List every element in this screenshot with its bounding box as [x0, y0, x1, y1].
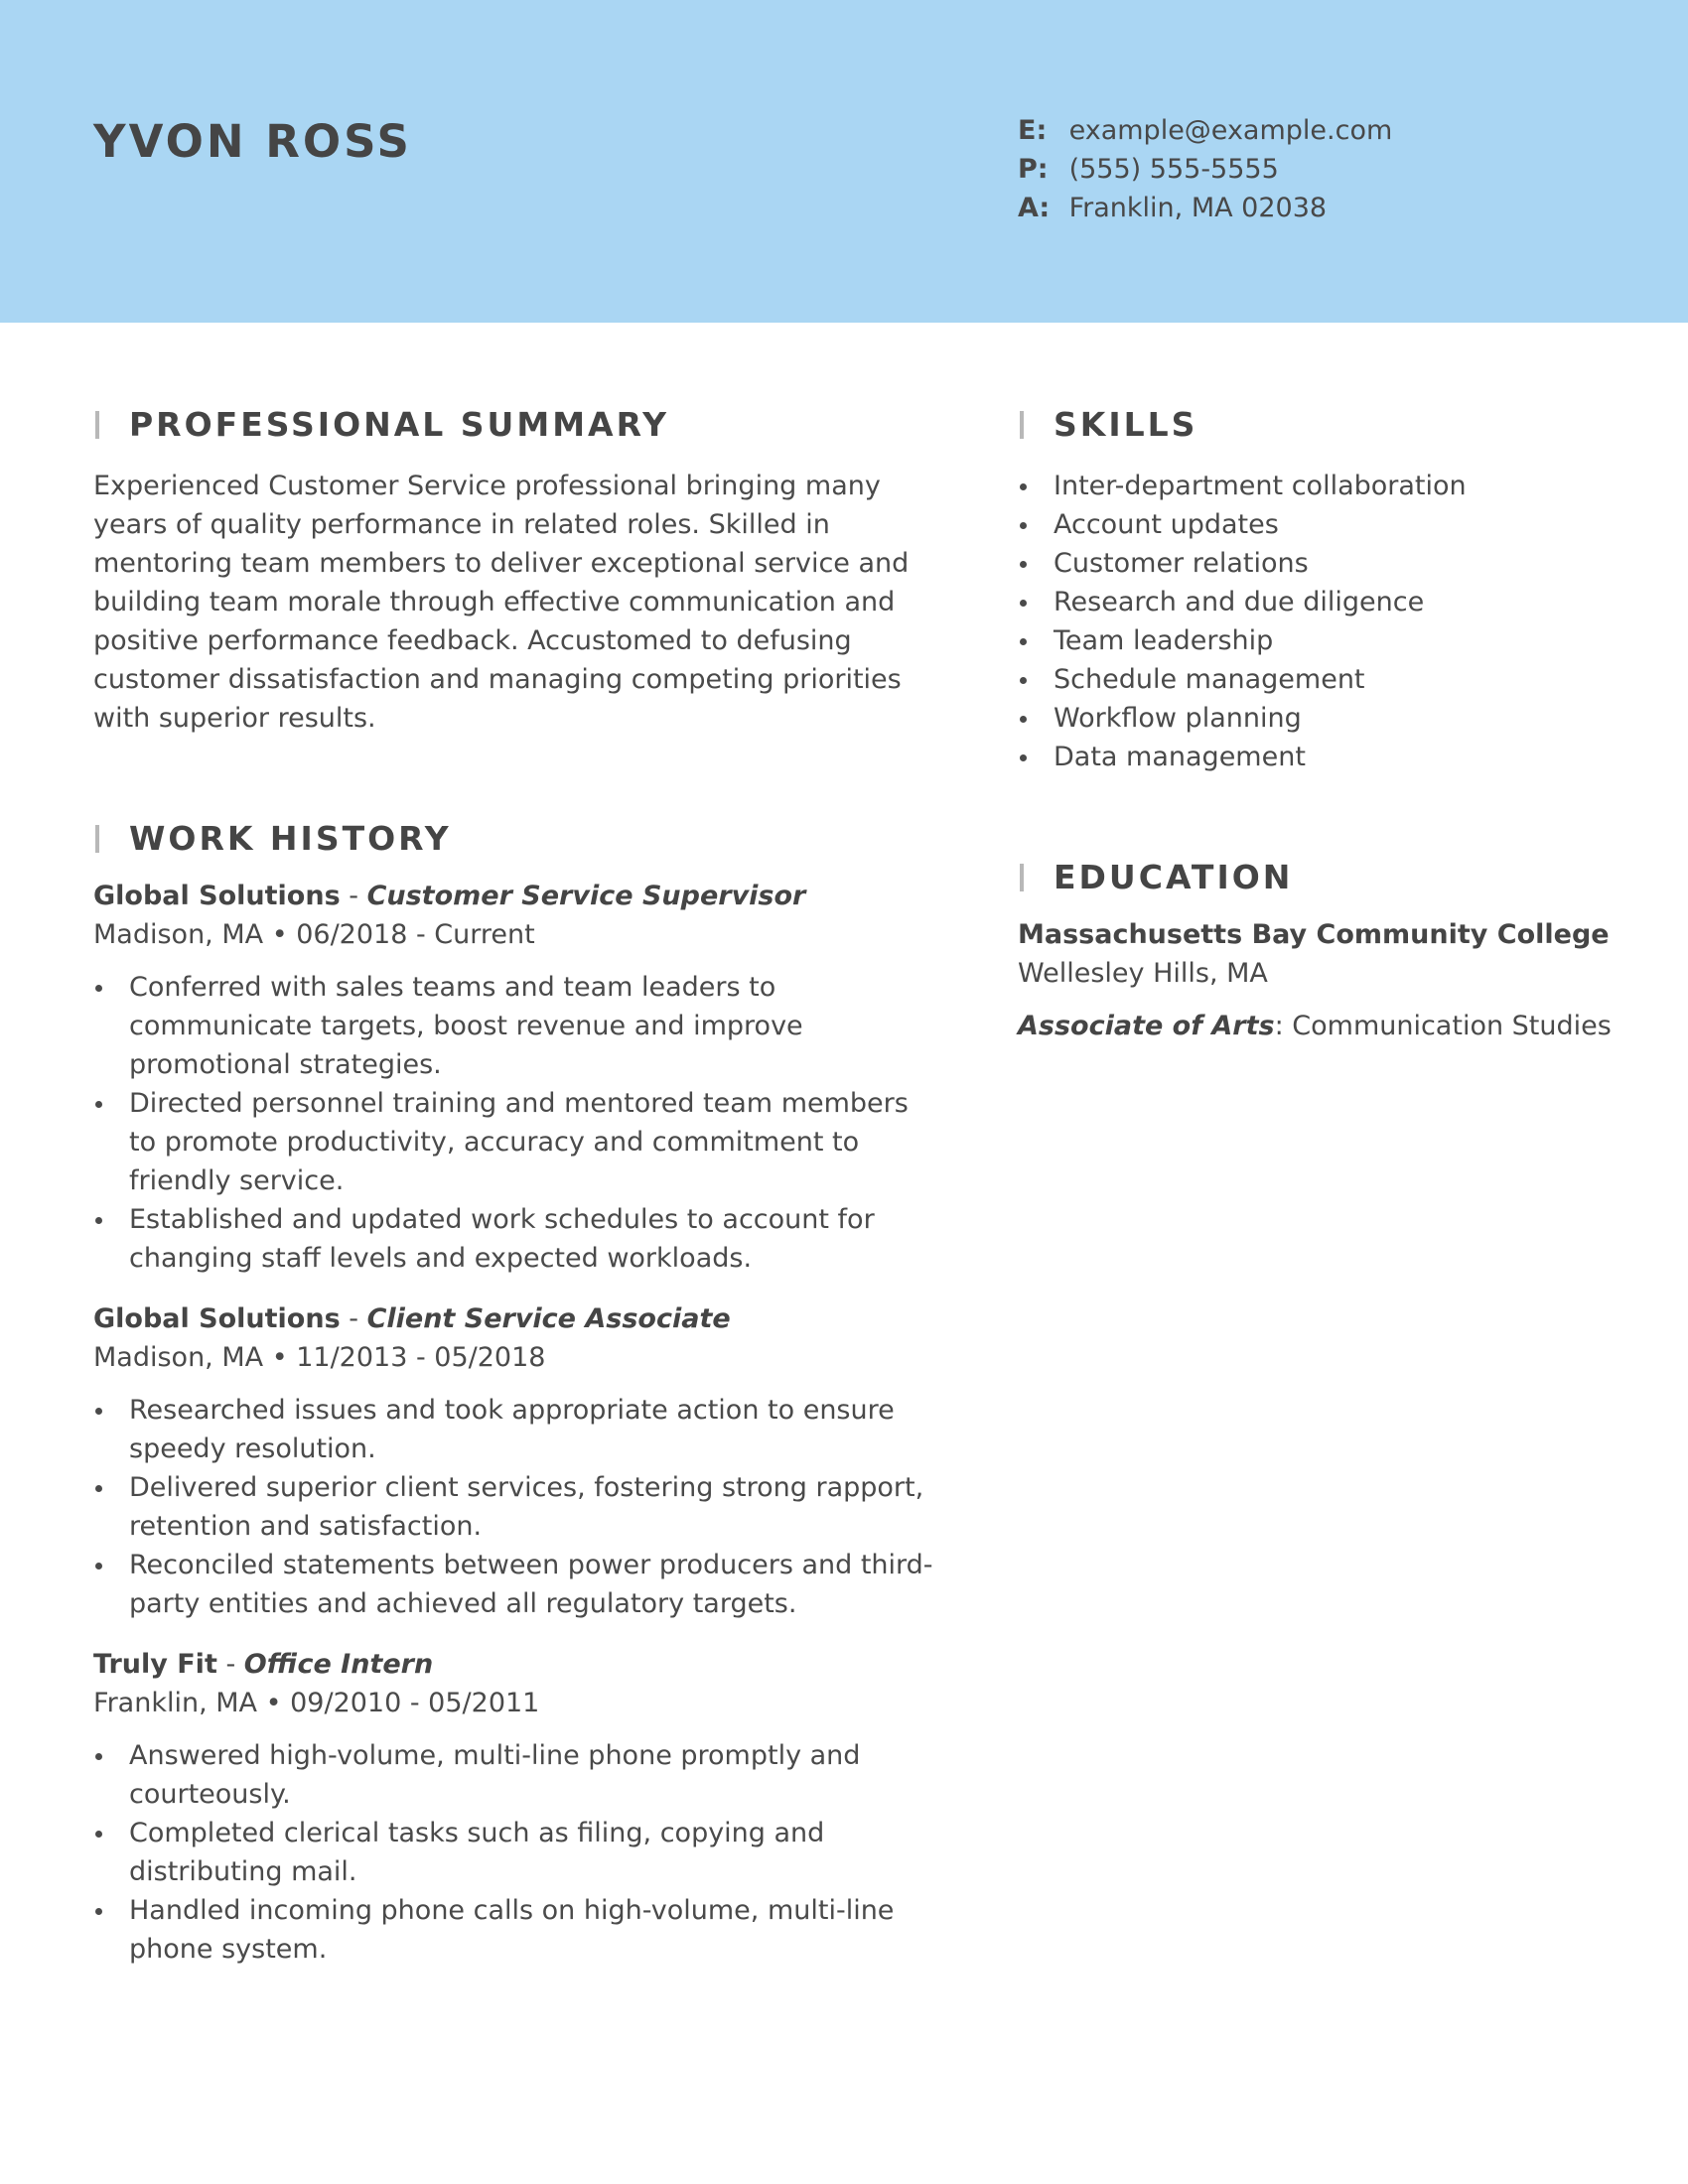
contact-info — [1018, 111, 1392, 227]
job-company: Global Solutions — [93, 881, 341, 911]
job-separator: - — [216, 1649, 244, 1680]
contact-address-value: Franklin, MA 02038 — [1068, 193, 1328, 223]
contact-phone — [1018, 150, 1392, 189]
job-bullet: Directed personnel training and mentored team members to promote productivity, accuracy and commitment to friendly service. — [93, 1084, 937, 1200]
job-bullets — [93, 968, 937, 1278]
job-position: Customer Service Supervisor — [366, 881, 806, 911]
job-entry — [93, 1645, 937, 1969]
summary-text: Experienced Customer Service professional bringing many years of quality performance in related roles. Skilled in mentoring team members to deliver exceptional service and building team morale through effective communication and positive performance feedback. Accustomed to defusing customer dissatisfaction and managing competing priorities with superior results. — [93, 471, 910, 734]
job-meta-separator: • — [257, 1688, 291, 1718]
skill-item: Data management — [1018, 738, 1633, 776]
job-separator: - — [340, 1303, 367, 1334]
right-column — [1018, 397, 1633, 1045]
contact-email-label: E: — [1018, 115, 1048, 146]
job-meta-separator: • — [263, 1342, 297, 1373]
job-bullet: Delivered superior client services, fostering strong rapport, retention and satisfaction. — [93, 1468, 937, 1546]
contact-address — [1018, 189, 1392, 227]
skills-list — [1018, 467, 1633, 776]
skill-item: Schedule management — [1018, 660, 1633, 699]
job-entry — [93, 1299, 937, 1623]
contact-email — [1018, 111, 1392, 150]
skill-item: Research and due diligence — [1018, 583, 1633, 621]
job-position: Office Intern — [243, 1649, 434, 1680]
skill-item: Workflow planning — [1018, 699, 1633, 738]
job-company: Global Solutions — [93, 1303, 341, 1334]
left-column — [93, 397, 937, 1969]
skills-heading: SKILLS — [1018, 397, 1633, 453]
skill-item: Customer relations — [1018, 544, 1633, 583]
contact-phone-value: (555) 555-5555 — [1068, 154, 1279, 185]
job-company: Truly Fit — [93, 1649, 217, 1680]
job-entry — [93, 877, 937, 1278]
job-bullet: Handled incoming phone calls on high-volume, multi-line phone system. — [93, 1891, 937, 1969]
education-degree: Associate of Arts — [1018, 1011, 1275, 1041]
job-bullet: Reconciled statements between power producers and third-party entities and achieved all regulatory targets. — [93, 1546, 937, 1623]
job-meta — [93, 1338, 937, 1377]
education-heading: EDUCATION — [1018, 850, 1633, 905]
job-bullet: Conferred with sales teams and team leaders to communicate targets, boost revenue and improve promotional strategies. — [93, 968, 937, 1084]
work-history-heading: WORK HISTORY — [93, 811, 937, 867]
skill-item: Inter-department collaboration — [1018, 467, 1633, 505]
job-meta — [93, 915, 937, 954]
job-position: Client Service Associate — [366, 1303, 731, 1334]
job-meta — [93, 1684, 937, 1722]
job-bullets — [93, 1736, 937, 1969]
job-heading — [93, 1645, 937, 1684]
education-field: Communication Studies — [1292, 1011, 1612, 1041]
job-dates: 11/2013 - 05/2018 — [296, 1342, 546, 1373]
job-location: Franklin, MA — [93, 1688, 258, 1718]
job-heading — [93, 1299, 937, 1338]
education-school: Massachusetts Bay Community College — [1018, 919, 1610, 950]
job-dates: 06/2018 - Current — [296, 919, 535, 950]
skill-item: Account updates — [1018, 505, 1633, 544]
job-bullets — [93, 1391, 937, 1623]
contact-email-value: example@example.com — [1068, 115, 1393, 146]
contact-address-label: A: — [1018, 193, 1051, 223]
job-location: Madison, MA — [93, 919, 264, 950]
education-degree-separator: : — [1274, 1011, 1293, 1041]
resume-header — [0, 0, 1688, 323]
job-bullet: Established and updated work schedules to account for changing staff levels and expected workloads. — [93, 1200, 937, 1278]
contact-phone-label: P: — [1018, 154, 1049, 185]
job-dates: 09/2010 - 05/2011 — [290, 1688, 540, 1718]
job-meta-separator: • — [263, 919, 297, 950]
job-bullet: Completed clerical tasks such as filing, copying and distributing mail. — [93, 1814, 937, 1891]
job-separator: - — [340, 881, 367, 911]
job-location: Madison, MA — [93, 1342, 264, 1373]
skill-item: Team leadership — [1018, 621, 1633, 660]
education-degree-line — [1018, 1007, 1633, 1045]
candidate-name: YVON ROSS — [93, 115, 412, 168]
summary-heading: PROFESSIONAL SUMMARY — [93, 397, 937, 453]
education-location: Wellesley Hills, MA — [1018, 958, 1268, 989]
job-bullet: Answered high-volume, multi-line phone promptly and courteously. — [93, 1736, 937, 1814]
job-bullet: Researched issues and took appropriate action to ensure speedy resolution. — [93, 1391, 937, 1468]
job-heading — [93, 877, 937, 915]
